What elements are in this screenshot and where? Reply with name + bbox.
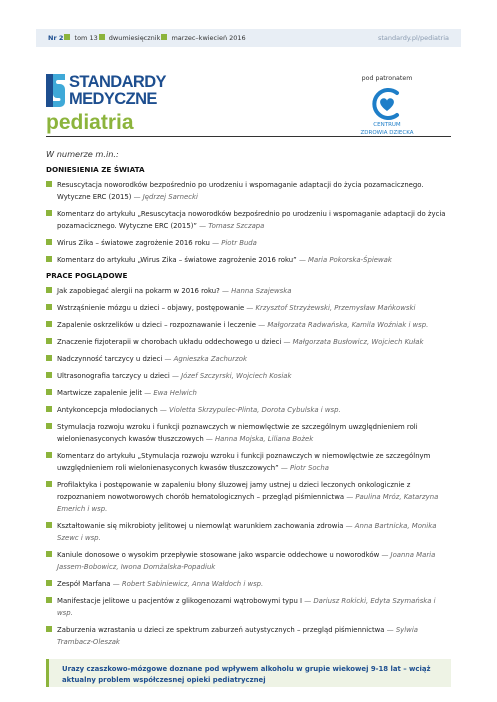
list-item [46, 404, 451, 416]
article-authors: — Dariusz Rokicki, Edyta Szymańska i wsp. [57, 597, 436, 617]
table-of-contents [46, 165, 451, 653]
journal-title: pediatria [46, 111, 134, 134]
article-title: Antykoncepcja młodocianych [57, 406, 158, 414]
article-authors: — Anna Bartnicka, Monika Szewc i wsp. [57, 522, 436, 542]
bullet-square-icon [46, 338, 52, 344]
article-authors: — Maria Pokorska-Śpiewak [299, 256, 392, 264]
website-link[interactable]: standardy.pl/pediatria [378, 34, 449, 42]
list-item [46, 549, 451, 573]
bullet-square-icon [46, 481, 52, 487]
article-authors: — Paulina Mróz, Katarzyna Emerich i wsp. [57, 493, 438, 513]
article-authors: — Hanna Szajewska [222, 287, 291, 295]
bullet-square-icon [46, 389, 52, 395]
list-item [46, 387, 451, 399]
period: marzec–kwiecień 2016 [171, 34, 246, 42]
bullet-square-icon [46, 580, 52, 586]
list-item [46, 450, 451, 474]
article-authors: — Robert Sabiniewicz, Anna Wałdoch i wsp. [113, 580, 264, 588]
patronage-block [345, 75, 429, 137]
patronage-label: pod patronatem [361, 75, 413, 82]
article-title: Nadczynność tarczycy u dzieci [57, 355, 163, 363]
article-authors: — Krzysztof Strzyżewski, Przemysław Mańkowski [246, 304, 415, 312]
bullet-square-icon [46, 256, 52, 262]
article-title: Wstrząśnienie mózgu u dzieci – objawy, postępowanie [57, 304, 245, 312]
list-item [46, 179, 451, 203]
bullet-square-icon [46, 522, 52, 528]
bullet-square-icon [46, 239, 52, 245]
article-authors: — Piotr Buda [212, 239, 257, 247]
list-item [46, 237, 451, 249]
bullet-square-icon [99, 34, 105, 40]
article-title: Resuscytacja noworodków bezpośrednio po urodzeniu i wspomaganie adaptacji do życia pozamacicznego. Wytyczne ERC (2015) [57, 181, 424, 201]
article-authors: — Małgorzata Radwańska, Kamila Woźniak i wsp. [258, 321, 428, 329]
bullet-square-icon [46, 304, 52, 310]
article-title: Komentarz do artykułu „Wirus Zika – światowe zagrożenie 2016 roku” [57, 256, 297, 264]
section-title: DONIESIENIA ZE ŚWIATA [46, 165, 145, 174]
volume: tom 13 [74, 34, 98, 42]
bullet-square-icon [46, 181, 52, 187]
highlight-box [46, 659, 451, 687]
article-authors: — Hanna Mojska, Liliana Bożek [206, 435, 313, 443]
list-item [46, 520, 451, 544]
logo-text-medyczne: MEDYCZNE [69, 90, 157, 108]
section-title: PRACE POGLĄDOWE [46, 271, 128, 280]
article-authors: — Agnieszka Zachurzok [165, 355, 247, 363]
journal-logo [46, 73, 206, 109]
article-title: Ultrasonografia tarczycy u dzieci [57, 372, 170, 380]
article-title: Profilaktyka i postępowanie w zapaleniu błony śluzowej jamy ustnej u dzieci leczonych onkologicznie z rozpoznaniem nowotworowych chorób hematologicznych – przegląd piśmiennictwa [57, 481, 411, 501]
article-authors: — Joanna Maria Jassem-Bobowicz, Iwona Domżalska-Popadiuk [57, 551, 435, 571]
list-item [46, 353, 451, 365]
article-authors: — Tomasz Szczapa [199, 222, 264, 230]
list-item [46, 421, 451, 445]
bullet-square-icon [46, 321, 52, 327]
list-item [46, 578, 451, 590]
article-authors: — Sylwia Trambacz-Oleszak [57, 626, 418, 646]
article-title: Kształtowanie się mikrobioty jelitowej u niemowląt warunkiem zachowania zdrowia [57, 522, 344, 530]
article-title: Martwicze zapalenie jelit [57, 389, 143, 397]
issue-details [48, 29, 246, 47]
heart-logo-icon [370, 87, 404, 121]
patronage-org-line1: CENTRUM [373, 122, 401, 128]
logo-mark-icon [46, 74, 65, 107]
article-title: Stymulacja rozwoju wzroku i funkcji poznawczych w niemowlęctwie ze szczególnym uwzględnieniem roli wielonienasyconych kwasów tłuszczowych [57, 423, 418, 443]
list-item [46, 254, 451, 266]
article-title: Komentarz do artykułu „Resuscytacja noworodków bezpośrednio po urodzeniu i wspomaganie adaptacji do życia pozamacicznego. Wytyczne ERC (2015)” [57, 210, 446, 230]
logo-text-standardy: STANDARDY [69, 73, 166, 91]
header-divider [46, 136, 451, 137]
article-title: Jak zapobiegać alergii na pokarm w 2016 roku? [57, 287, 220, 295]
highlight-text: Urazy czaszkowo-mózgowe doznane pod wpływem alkoholu w grupie wiekowej 9-18 lat – wciąż aktualny problem współczesnej opieki pediatrycznej [62, 665, 431, 684]
bullet-square-icon [46, 423, 52, 429]
article-title: Znaczenie fizjoterapii w chorobach układu oddechowego u dzieci [57, 338, 282, 346]
article-authors: — Jędrzej Sarnecki [134, 193, 198, 201]
article-authors: — Ewa Helwich [144, 389, 197, 397]
list-item [46, 285, 451, 297]
article-title: Zapalenie oskrzelików u dzieci – rozpoznawanie i leczenie [57, 321, 257, 329]
frequency: dwumiesięcznik [108, 34, 161, 42]
list-item [46, 302, 451, 314]
article-title: Zespół Marfana [57, 580, 111, 588]
article-title: Komentarz do artykułu „Stymulacja rozwoju wzroku i funkcji poznawczych w niemowlęctwie ze szczególnym uwzględnieniem roli wielonienasyconych kwasów tłuszczowych” [57, 452, 431, 472]
bullet-square-icon [46, 406, 52, 412]
bullet-square-icon [64, 34, 70, 40]
patronage-org-line2: ZDROWIA DZIECKA [360, 130, 414, 136]
bullet-square-icon [46, 551, 52, 557]
list-item [46, 208, 451, 232]
bullet-square-icon [46, 597, 52, 603]
list-item [46, 624, 451, 648]
bullet-square-icon [46, 372, 52, 378]
list-item [46, 319, 451, 331]
list-item [46, 595, 451, 619]
bullet-square-icon [46, 210, 52, 216]
article-title: Zaburzenia wzrastania u dzieci ze spektrum zaburzeń autystycznych – przegląd piśmiennictwa [57, 626, 385, 634]
article-title: Manifestacje jelitowe u pacjentów z glikogenozami wątrobowymi typu I [57, 597, 303, 605]
issue-info-bar [36, 29, 461, 47]
issue-number: Nr 2 [48, 34, 64, 42]
bullet-square-icon [46, 287, 52, 293]
article-authors: — Violetta Skrzypulec-Plinta, Dorota Cybulska i wsp. [160, 406, 341, 414]
bullet-square-icon [46, 355, 52, 361]
bullet-square-icon [46, 452, 52, 458]
bullet-square-icon [46, 626, 52, 632]
bullet-square-icon [161, 34, 167, 40]
article-authors: — Piotr Socha [281, 464, 329, 472]
list-item [46, 479, 451, 515]
article-authors: — Józef Szczyrski, Wojciech Kosiak [172, 372, 291, 380]
list-item [46, 370, 451, 382]
article-title: Kaniule donosowe o wysokim przepływie stosowane jako wsparcie oddechowe u noworodków [57, 551, 380, 559]
article-title: Wirus Zika – światowe zagrożenie 2016 roku [57, 239, 210, 247]
contents-intro: W numerze m.in.: [46, 149, 119, 159]
list-item [46, 336, 451, 348]
article-authors: — Małgorzata Busłowicz, Wojciech Kułak [284, 338, 424, 346]
